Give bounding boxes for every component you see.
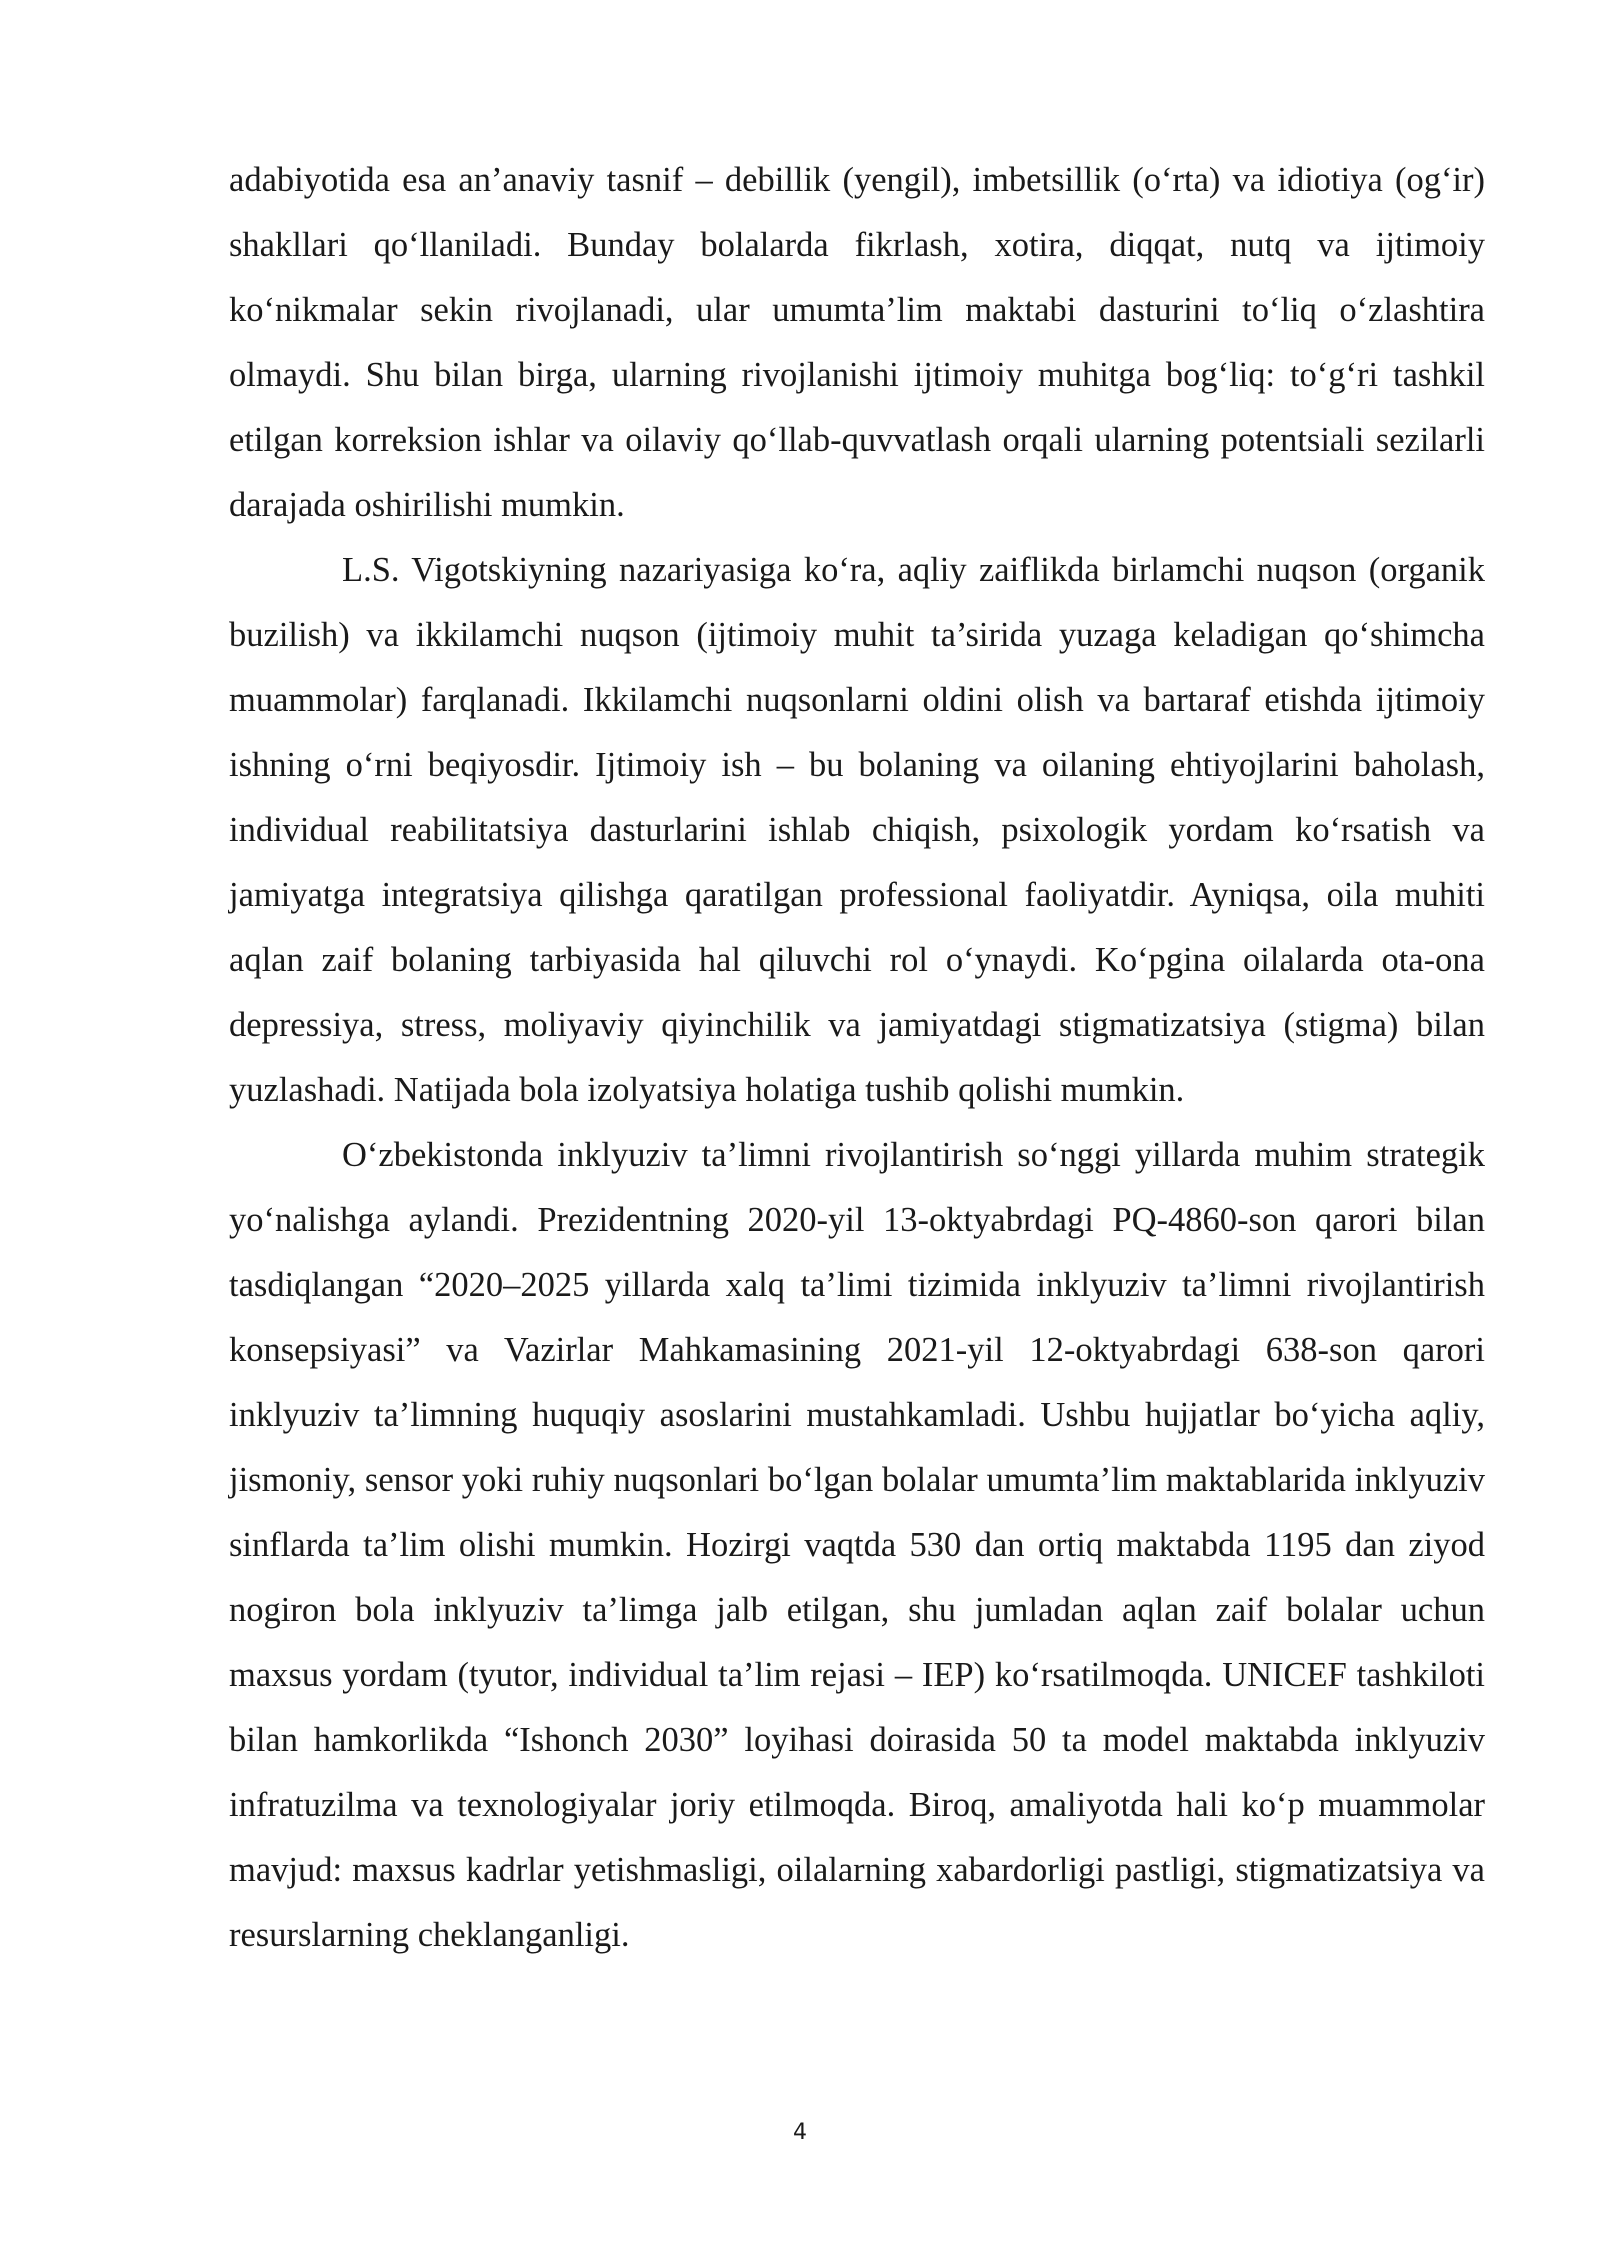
paragraph-continuation: adabiyotida esa an’anaviy tasnif – debillik (yengil), imbetsillik (o‘rta) va idiotiya (og‘ir) shakllari qo‘llaniladi. Bunday bolalarda fikrlash, xotira, diqqat, nutq va ijtimoiy ko‘nikmalar sekin rivojlanadi, ular umumta’lim maktabi dasturini to‘liq o‘zlashtira olmaydi. Shu bilan birga, ularning rivojlanishi ijtimoiy muhitga bog‘liq: to‘g‘ri tashkil etilgan korreksion ishlar va oilaviy qo‘llab-quvvatlash orqali ularning potentsiali sezilarli darajada oshirilishi mumkin.	[229, 161, 1485, 524]
page-number: 4	[793, 2120, 807, 2145]
paragraph-inclusive-education-uzbekistan: O‘zbekistonda inklyuziv ta’limni rivojlantirish so‘nggi yillarda muhim strategik yo‘nalishga aylandi. Prezidentning 2020-yil 13-oktyabrdagi PQ-4860-son qarori bilan tasdiqlangan “2020–2025 yillarda xalq ta’limi tizimida inklyuziv ta’limni rivojlantirish konsepsiyasi” va Vazirlar Mahkamasining 2021-yil 12-oktyabrdagi 638-son qarori inklyuziv ta’limning huquqiy asoslarini mustahkamladi. Ushbu hujjatlar bo‘yicha aqliy, jismoniy, sensor yoki ruhiy nuqsonlari bo‘lgan bolalar umumta’lim maktablarida inklyuziv sinflarda ta’lim olishi mumkin. Hozirgi vaqtda 530 dan ortiq maktabda 1195 dan ziyod nogiron bola inklyuziv ta’limga jalb etilgan, shu jumladan aqlan zaif bolalar uchun maxsus yordam (tyutor, individual ta’lim rejasi – IEP) ko‘rsatilmoqda. UNICEF tashkiloti bilan hamkorlikda “Ishonch 2030” loyihasi doirasida 50 ta model maktabda inklyuziv infratuzilma va texnologiyalar joriy etilmoqda. Biroq, amaliyotda hali ko‘p muammolar mavjud: maxsus kadrlar yetishmasligi, oilalarning xabardorligi pastligi, stigmatizatsiya va resurslarning cheklanganligi.	[229, 1136, 1485, 1954]
body-text	[229, 148, 1485, 1968]
paragraph-vygotsky-theory: L.S. Vigotskiyning nazariyasiga ko‘ra, aqliy zaiflikda birlamchi nuqson (organik buzilish) va ikkilamchi nuqson (ijtimoiy muhit ta’sirida yuzaga keladigan qo‘shimcha muammolar) farqlanadi. Ikkilamchi nuqsonlarni oldini olish va bartaraf etishda ijtimoiy ishning o‘rni beqiyosdir. Ijtimoiy ish – bu bolaning va oilaning ehtiyojlarini baholash, individual reabilitatsiya dasturlarini ishlab chiqish, psixologik yordam ko‘rsatish va jamiyatga integratsiya qilishga qaratilgan professional faoliyatdir. Ayniqsa, oila muhiti aqlan zaif bolaning tarbiyasida hal qiluvchi rol o‘ynaydi. Ko‘pgina oilalarda ota-ona depressiya, stress, moliyaviy qiyinchilik va jamiyatdagi stigmatizatsiya (stigma) bilan yuzlashadi. Natijada bola izolyatsiya holatiga tushib qolishi mumkin.	[229, 551, 1485, 1109]
